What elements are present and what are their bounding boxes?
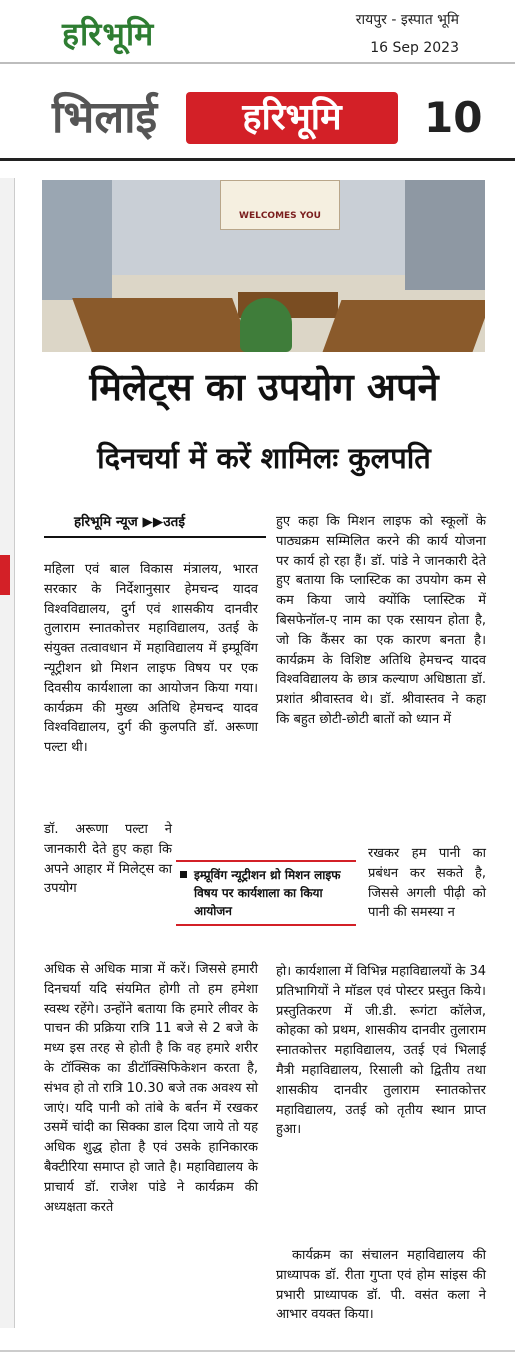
page-masthead [0,78,515,158]
byline: हरिभूमि न्यूज ▶▶उतई [74,514,185,530]
headline-line-2: दिनचर्या में करें शामिलः कुलपति [97,441,431,475]
masthead-divider [0,158,515,161]
photo-curtain-right [405,180,485,290]
masthead-logo [186,92,398,144]
pull-quote [176,860,356,926]
page-bottom-rule [0,1350,515,1352]
photo-plant [240,298,292,352]
article-paragraph-6: हो। कार्यशाला में विभिन्न महाविद्यालयों के 34 प्रतिभागियों ने मॉडल एवं पोस्टर प्रस्तुत किये। प्रस्तुतिकरण में जी.डी. रूगंटा कॉलेज, कोहका को प्रथम, शासकीय दानवीर तुलाराम स्नातकोत्तर महाविद्यालय, उतई एवं भिलाई मैत्री महाविद्यालय, रिसाली को द्वितीय तथा शासकीय दानवीर तुलाराम स्नातकोत्तर महाविद्यालय, उतई को तृतीय स्थान प्राप्त हुआ। [276,964,486,1138]
masthead-logo-text: हरिभूमि [242,97,342,138]
app-header [0,0,515,64]
edition-label: रायपुर - इस्पात भूमि [355,12,459,28]
photo-table-right [323,300,485,352]
banner-text: WELCOMES YOU [239,211,321,221]
adjacent-column-edge [0,178,15,1328]
article-paragraph-7: कार्यक्रम का संचालन महाविद्यालय की प्राध्यापक डॉ. रीता गुप्ता एवं होम सांइस की प्रभारी प्राध्यापक डॉ. पी. वसंत कला ने आभार वयक्त किया। [276,1248,486,1323]
city-name: भिलाई [52,92,158,143]
photo-college-banner [220,180,340,230]
article-photo[interactable] [42,180,485,352]
adjacent-red-marker [0,555,10,595]
photo-curtain-left [42,180,112,300]
article-paragraph-4: हुए कहा कि मिशन लाइफ को स्कूलों के पाठ्यक्रम सम्मिलित करने की कार्य योजना पर कार्य हो रहा हैं। डॉ. पांडे ने जानकारी देते हुए बताया कि प्लास्टिक का उपयोग कम से कम किया जाये क्योंकि प्लास्टिक में बिसफेनॉल-ए नाम का एक रसायन होता है, जो कि कैंसर का एक कारण बनता है। कार्यक्रम के विशिष्ट अतिथि हेमचन्द यादव विश्वविद्यालय के छात्र कल्याण अधिष्ठाता डॉ. प्रशांत श्रीवास्तव थे। डॉ. श्रीवास्तव ने कहा कि बहुत छोटी-छोटी बातों को ध्यान में [276,514,486,727]
edition-date: 16 Sep 2023 [370,40,459,56]
article-paragraph-1: महिला एवं बाल विकास मंत्रालय, भारत सरकार के निर्देशानुसार हेमचन्द यादव विश्वविद्यालय, दुर्ग एवं शासकीय दानवीर तुलाराम स्नातकोत्तर महाविद्यालय, उतई के संयुक्त तत्वावधान में महाविद्यालय में इम्प्रूविंग न्यूट्रीशन थ्रो मिशन लाइफ विषय पर एक दिवसीय कार्यशाला का आयोजन किया गया। कार्यक्रम की मुख्य अतिथि हेमचन्द यादव विश्वविद्यालय, दुर्ग की कुलपति डॉ. अरूणा पल्टा थी। [44,562,258,756]
haribhoomi-logo[interactable]: हरिभूमि [62,15,155,53]
pull-quote-text: इम्प्रूविंग न्यूट्रीशन थ्रो मिशन लाइफ विषय पर कार्यशाला का किया आयोजन [194,868,341,918]
article-paragraph-3: अधिक से अधिक मात्रा में करें। जिससे हमारी दिनचर्या यदि संयमित होगी तो हम हमेशा स्वस्थ रहेंगे। उन्होंने बताया कि हमारे लीवर के पाचन की प्रक्रिया रात्रि 11 बजे से 2 बजे के मध्य इस तरह से होती है कि वह हमारे शरीर के टॉक्सिक का डीटॉक्सिफिकेशन करता है, संभव हो तो रात्रि 10.30 बजे तक अवश्य सो जाएं। यदि पानी को तांबे के बर्तन में रखकर उसमें चांदी का सिक्का डाल दिया जाये तो यह अधिक शुद्ध होता है एवं उसके हानिकारक बैक्टीरिया समाप्त हो जाते है। महाविद्यालय के प्राचार्य डॉ. राजेश पांडे ने कार्यक्रम की अध्यक्षता करते [44,962,258,1215]
page-number: 10 [424,93,483,142]
bullet-square-icon [180,871,187,878]
headline-line-1: मिलेट्स का उपयोग अपने [89,365,439,409]
photo-table-left [72,298,252,352]
byline-rule [44,536,266,538]
article-paragraph-5: रखकर हम पानी का प्रबंधन कर सकते है, जिससे अगली पीढ़ी को पानी की समस्या न [368,846,486,921]
article-paragraph-2: डॉ. अरूणा पल्टा ने जानकारी देते हुए कहा कि अपने आहार में मिलेट्स का उपयोग [44,822,172,897]
